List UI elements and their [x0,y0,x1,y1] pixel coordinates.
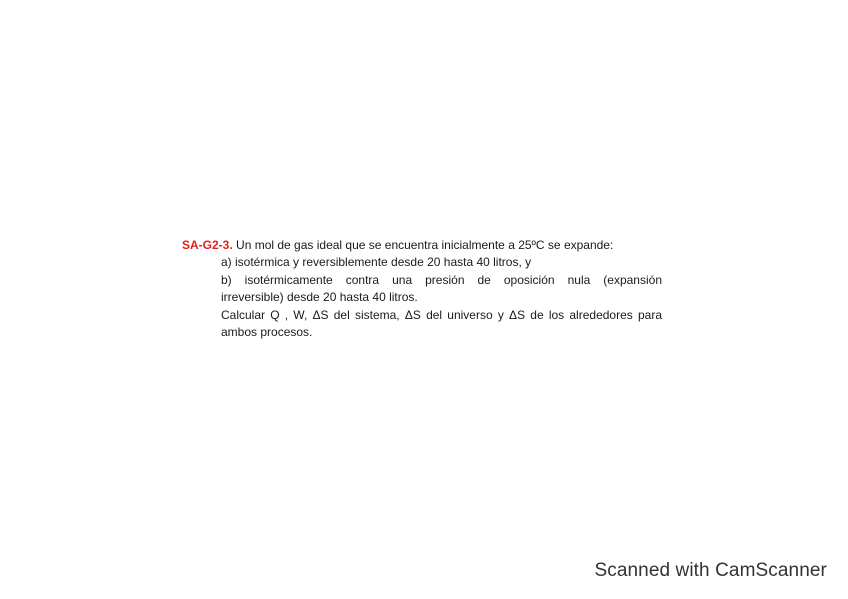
task-line-2: ambos procesos. [221,325,313,340]
task-line-1: Calcular Q , W, ΔS del sistema, ΔS del universo y ΔS de los alrededores para [221,307,662,322]
item-b-line-2: irreversible) desde 20 hasta 40 litros. [221,290,418,305]
problem-statement [182,237,662,341]
problem-intro: Un mol de gas ideal que se encuentra inicialmente a 25ºC se expande: [236,238,614,252]
item-a: a) isotérmica y reversiblemente desde 20 hasta 40 litros, y [221,255,532,270]
camscanner-watermark: Scanned with CamScanner [594,560,827,581]
problem-intro-line [182,237,662,254]
problem-code: SA-G2-3. [182,238,233,252]
item-b-line-1: b) isotérmicamente contra una presión de oposición nula (expansión [221,272,662,287]
